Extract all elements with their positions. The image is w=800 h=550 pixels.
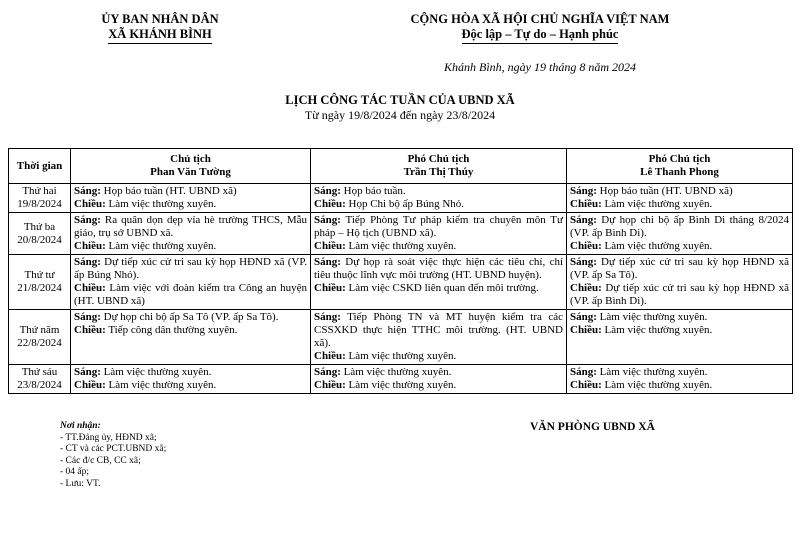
morning-entry xyxy=(314,185,563,198)
schedule-table xyxy=(8,148,793,394)
header-role: Phó Chủ tịch xyxy=(407,153,470,165)
schedule-cell xyxy=(311,255,567,310)
header-vice-chairman-1 xyxy=(311,149,567,184)
recipients-title: Nơi nhận: xyxy=(60,421,101,431)
afternoon-entry xyxy=(570,282,789,308)
afternoon-text: Làm việc thường xuyên. xyxy=(348,350,457,362)
morning-text: Làm việc thường xuyên. xyxy=(343,366,452,378)
afternoon-label: Chiều: xyxy=(74,198,106,210)
day-cell xyxy=(9,184,71,213)
recipient-item: - 04 ấp; xyxy=(60,467,90,477)
national-header xyxy=(360,12,720,44)
day-date: 23/8/2024 xyxy=(17,379,62,391)
document-date: Khánh Bình, ngày 19 tháng 8 năm 2024 xyxy=(444,60,636,74)
morning-entry xyxy=(74,185,307,198)
afternoon-text: Dự tiếp xúc cử tri sau kỳ họp HĐND xã (VP. ấp Bình Di). xyxy=(570,282,789,307)
afternoon-text: Làm việc thường xuyên. xyxy=(348,379,457,391)
day-name: Thứ hai xyxy=(22,185,57,197)
afternoon-entry xyxy=(74,282,307,308)
day-name: Thứ năm xyxy=(19,324,60,336)
afternoon-entry xyxy=(74,198,307,211)
morning-text: Làm việc thường xuyên. xyxy=(599,366,708,378)
morning-entry xyxy=(74,366,307,379)
schedule-cell xyxy=(567,184,793,213)
document-title-block xyxy=(0,93,800,122)
afternoon-entry xyxy=(314,198,563,211)
day-date: 22/8/2024 xyxy=(17,337,62,349)
schedule-cell xyxy=(311,310,567,365)
morning-label: Sáng: xyxy=(570,311,597,323)
morning-text: Họp báo tuần (HT. UBND xã) xyxy=(103,185,237,197)
table-header-row xyxy=(9,149,793,184)
recipient-item: - Các đ/c CB, CC xã; xyxy=(60,455,141,466)
morning-label: Sáng: xyxy=(314,185,341,197)
schedule-cell xyxy=(567,310,793,365)
agency-name: ỦY BAN NHÂN DÂN xyxy=(101,12,219,26)
afternoon-label: Chiều: xyxy=(74,282,106,294)
afternoon-text: Làm việc thường xuyên. xyxy=(108,240,217,252)
header-role: Chủ tịch xyxy=(170,153,211,165)
morning-entry xyxy=(314,366,563,379)
morning-entry xyxy=(74,214,307,240)
morning-text: Làm việc thường xuyên. xyxy=(103,366,212,378)
day-date: 20/8/2024 xyxy=(17,233,62,246)
afternoon-entry xyxy=(314,240,563,253)
afternoon-entry xyxy=(570,379,789,392)
morning-text: Dự họp chi bộ ấp Sa Tô (VP. ấp Sa Tô). xyxy=(103,311,279,323)
morning-text: Dự họp chi bộ ấp Bình Di tháng 8/2024 (VP. ấp Bình Di). xyxy=(570,214,789,239)
afternoon-text: Làm việc CSKD liên quan đến môi trường. xyxy=(348,282,539,294)
afternoon-entry xyxy=(570,324,789,337)
morning-entry xyxy=(570,185,789,198)
morning-label: Sáng: xyxy=(570,256,597,268)
header-vice-chairman-2 xyxy=(567,149,793,184)
morning-text: Ra quân dọn dẹp vỉa hè trường THCS, Mẫu giáo, trụ sở UBND xã. xyxy=(74,214,307,239)
schedule-body xyxy=(9,184,793,394)
table-row xyxy=(9,365,793,394)
morning-label: Sáng: xyxy=(570,185,597,197)
national-title: CỘNG HÒA XÃ HỘI CHỦ NGHĨA VIỆT NAM xyxy=(410,12,670,26)
office-signature: VĂN PHÒNG UBND XÃ xyxy=(530,421,655,433)
table-row xyxy=(9,255,793,310)
morning-entry xyxy=(74,311,307,324)
morning-entry xyxy=(570,366,789,379)
afternoon-label: Chiều: xyxy=(74,324,106,336)
day-cell xyxy=(9,310,71,365)
header-role: Phó Chủ tịch xyxy=(648,153,711,165)
recipient-item: - TT.Đảng ủy, HĐND xã; xyxy=(60,432,157,443)
header-person: Lê Thanh Phong xyxy=(640,166,719,178)
document-title: LỊCH CÔNG TÁC TUẦN CỦA UBND XÃ xyxy=(285,93,515,107)
morning-entry xyxy=(314,214,563,240)
header-chairman xyxy=(71,149,311,184)
header-person: Trần Thị Thúy xyxy=(403,166,474,178)
afternoon-entry xyxy=(74,324,307,337)
afternoon-label: Chiều: xyxy=(314,282,346,294)
morning-label: Sáng: xyxy=(74,214,101,226)
schedule-cell xyxy=(567,213,793,255)
day-cell xyxy=(9,255,71,310)
schedule-cell xyxy=(71,213,311,255)
afternoon-label: Chiều: xyxy=(570,240,602,252)
morning-text: Dự tiếp xúc cử tri sau kỳ họp HĐND xã (VP. ấp Sa Tô). xyxy=(570,256,789,281)
commune-name: XÃ KHÁNH BÌNH xyxy=(108,27,211,44)
schedule-cell xyxy=(311,365,567,394)
morning-text: Tiếp Phòng Tư pháp kiểm tra chuyên môn Tư pháp – Hộ tịch (UBND xã). xyxy=(314,214,563,239)
header-person: Phan Văn Tường xyxy=(150,166,231,178)
recipients-list xyxy=(60,433,166,491)
afternoon-label: Chiều: xyxy=(314,379,346,391)
afternoon-entry xyxy=(570,198,789,211)
afternoon-text: Làm việc thường xuyên. xyxy=(604,324,713,336)
morning-label: Sáng: xyxy=(74,185,101,197)
morning-entry xyxy=(570,214,789,240)
morning-entry xyxy=(570,256,789,282)
morning-label: Sáng: xyxy=(314,214,341,226)
morning-entry xyxy=(74,256,307,282)
afternoon-label: Chiều: xyxy=(570,198,602,210)
afternoon-entry xyxy=(74,379,307,392)
afternoon-label: Chiều: xyxy=(570,282,602,294)
morning-label: Sáng: xyxy=(74,366,101,378)
afternoon-text: Làm việc với đoàn kiểm tra Công an huyện (HT. UBND xã) xyxy=(74,282,308,307)
afternoon-text: Họp Chi bộ ấp Búng Nhỏ. xyxy=(348,198,465,210)
header-time: Thời gian xyxy=(9,149,71,184)
afternoon-entry xyxy=(314,350,563,363)
afternoon-label: Chiều: xyxy=(570,324,602,336)
morning-entry xyxy=(314,256,563,282)
recipients-block xyxy=(60,421,166,490)
afternoon-text: Làm việc thường xuyên. xyxy=(604,379,713,391)
day-name: Thứ sáu xyxy=(21,366,58,378)
day-name: Thứ ba xyxy=(23,220,56,233)
day-cell xyxy=(9,213,71,255)
morning-label: Sáng: xyxy=(570,214,597,226)
morning-label: Sáng: xyxy=(570,366,597,378)
schedule-cell xyxy=(71,255,311,310)
schedule-cell xyxy=(71,310,311,365)
morning-label: Sáng: xyxy=(314,256,341,268)
morning-text: Tiếp Phòng TN và MT huyện kiểm tra các CSSXKD thực hiện TTHC môi trường. (HT. UBND xã). xyxy=(314,311,563,349)
recipient-item: - CT và các PCT.UBND xã; xyxy=(60,444,167,454)
schedule-cell xyxy=(71,365,311,394)
afternoon-text: Tiếp công dân thường xuyên. xyxy=(108,324,238,336)
table-row xyxy=(9,184,793,213)
afternoon-label: Chiều: xyxy=(74,240,106,252)
afternoon-entry xyxy=(74,240,307,253)
morning-label: Sáng: xyxy=(74,256,101,268)
afternoon-label: Chiều: xyxy=(74,379,106,391)
table-row xyxy=(9,310,793,365)
morning-entry xyxy=(314,311,563,350)
afternoon-label: Chiều: xyxy=(570,379,602,391)
afternoon-entry xyxy=(314,282,563,295)
morning-text: Họp báo tuần (HT. UBND xã) xyxy=(599,185,733,197)
morning-text: Dự họp rà soát việc thực hiện các tiêu chí, chỉ tiêu thuộc lĩnh vực môi trường (HT. UBND huyện). xyxy=(314,256,564,281)
day-date: 19/8/2024 xyxy=(17,198,62,210)
afternoon-text: Làm việc thường xuyên. xyxy=(604,198,713,210)
afternoon-label: Chiều: xyxy=(314,350,346,362)
afternoon-label: Chiều: xyxy=(314,198,346,210)
schedule-cell xyxy=(567,255,793,310)
document-subtitle: Từ ngày 19/8/2024 đến ngày 23/8/2024 xyxy=(304,108,496,122)
morning-text: Dự tiếp xúc cử tri sau kỳ họp HĐND xã (VP. ấp Búng Nhỏ). xyxy=(74,256,308,281)
morning-entry xyxy=(570,311,789,324)
afternoon-text: Làm việc thường xuyên. xyxy=(348,240,457,252)
schedule-cell xyxy=(71,184,311,213)
afternoon-text: Làm việc thường xuyên. xyxy=(108,379,217,391)
table-row xyxy=(9,213,793,255)
day-name: Thứ tư xyxy=(24,269,55,281)
day-cell xyxy=(9,365,71,394)
recipient-item: - Lưu: VT. xyxy=(60,478,101,489)
agency-header xyxy=(60,12,260,44)
schedule-cell xyxy=(567,365,793,394)
morning-label: Sáng: xyxy=(314,366,341,378)
afternoon-entry xyxy=(570,240,789,253)
morning-label: Sáng: xyxy=(314,311,341,323)
schedule-cell xyxy=(311,184,567,213)
afternoon-text: Làm việc thường xuyên. xyxy=(604,240,713,252)
schedule-cell xyxy=(311,213,567,255)
morning-label: Sáng: xyxy=(74,311,101,323)
morning-text: Họp báo tuần. xyxy=(343,185,406,197)
afternoon-label: Chiều: xyxy=(314,240,346,252)
afternoon-entry xyxy=(314,379,563,392)
morning-text: Làm việc thường xuyên. xyxy=(599,311,708,323)
national-motto: Độc lập – Tự do – Hạnh phúc xyxy=(462,27,619,44)
day-date: 21/8/2024 xyxy=(17,282,62,294)
afternoon-text: Làm việc thường xuyên. xyxy=(108,198,217,210)
